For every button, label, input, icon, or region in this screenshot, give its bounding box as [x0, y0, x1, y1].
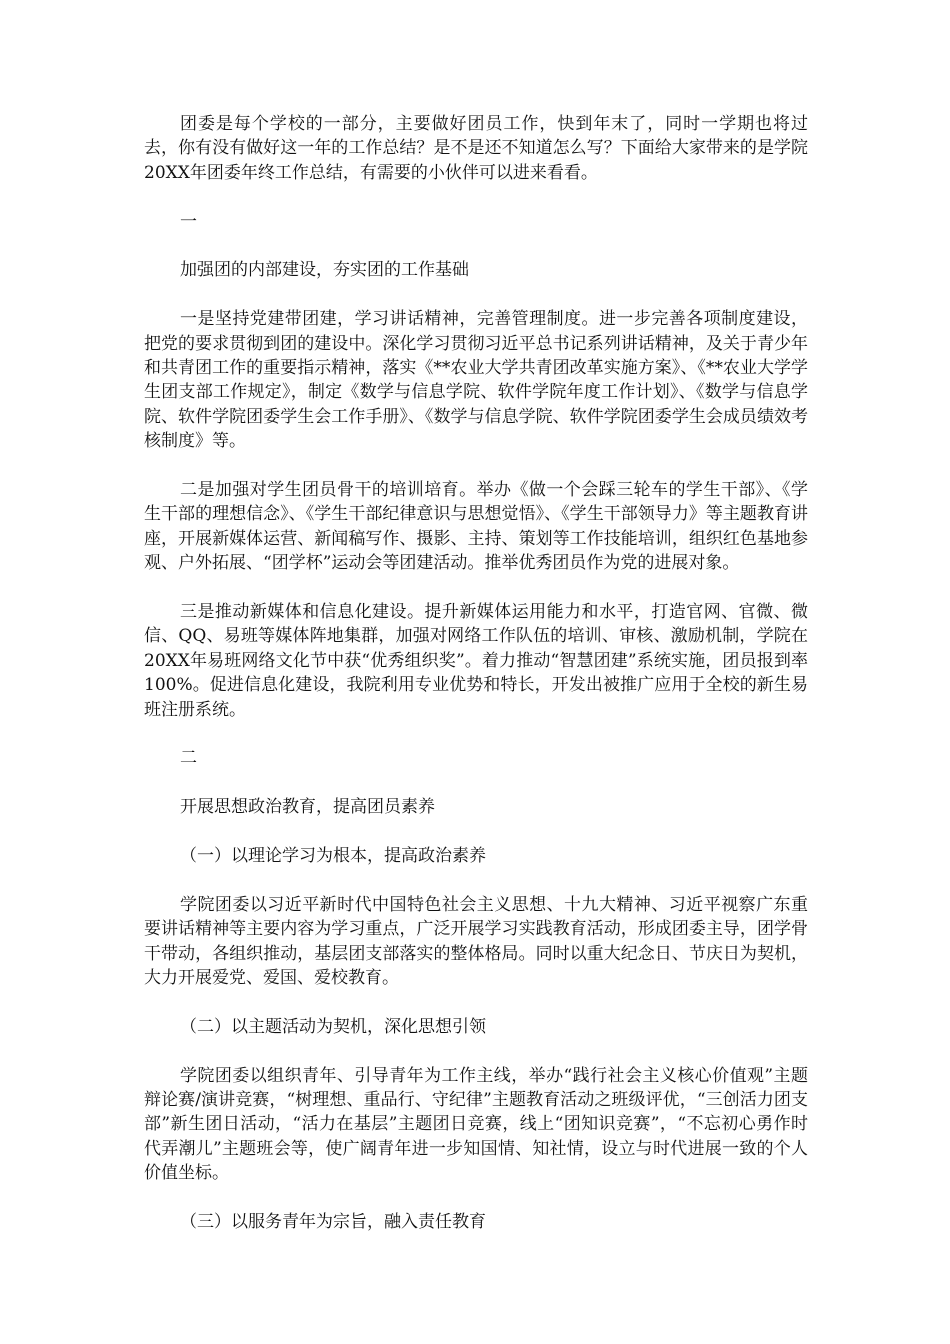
subsection-1-text: 学院团委以习近平新时代中国特色社会主义思想、十九大精神、习近平视察广东重要讲话精神等主要内容为学习重点，广泛开展学习实践教育活动，形成团委主导，团学骨干带动，各组织推动，基层团支部落实的整体格局。同时以重大纪念日、节庆日为契机，大力开展爱党、爱国、爱校教育。 [144, 894, 808, 989]
section-2-title: 开展思想政治教育，提高团员素养 [180, 797, 435, 818]
section-1-title: 加强团的内部建设，夯实团的工作基础 [180, 260, 469, 281]
document-page [144, 112, 808, 1259]
section-1-paragraph-2: 二是加强对学生团员骨干的培训培育。举办《做一个会踩三轮车的学生干部》、《学生干部的理想信念》、《学生干部纪律意识与思想觉悟》、《学生干部领导力》等主题教育讲座，开展新媒体运营、新闻稿写作、摄影、主持、策划等工作技能培训，组织红色基地参观、户外拓展、“团学杯”运动会等团建活动。推举优秀团员作为党的进展对象。 [144, 480, 808, 574]
subsection-2-text: 学院团委以组织青年、引导青年为工作主线，举办“践行社会主义核心价值观”主题辩论赛/演讲竞赛，“树理想、重品行、守纪律”主题教育活动之班级评优，“三创活力团支部”新生团日活动，“活力在基层”主题团日竞赛，线上“团知识竞赛”，“不忘初心勇作时代弄潮儿”主题班会等，使广阔青年进一步知国情、知社情，设立与时代进展一致的个人价值坐标。 [144, 1065, 808, 1184]
subsection-1-title: （一）以理论学习为根本，提高政治素养 [180, 846, 486, 867]
intro-paragraph: 团委是每个学校的一部分，主要做好团员工作，快到年末了，同时一学期也将过去，你有没有做好这一年的工作总结？是不是还不知道怎么写？下面给大家带来的是学院20XX年团委年终工作总结，有需要的小伙伴可以进来看看。 [144, 114, 808, 183]
subsection-3-title: （三）以服务青年为宗旨，融入责任教育 [180, 1212, 486, 1233]
subsection-2-title: （二）以主题活动为契机，深化思想引领 [180, 1016, 486, 1037]
section-1-number: 一 [180, 211, 197, 232]
section-1-paragraph-1: 一是坚持党建带团建，学习讲话精神，完善管理制度。进一步完善各项制度建设，把党的要求贯彻到团的建设中。深化学习贯彻习近平总书记系列讲话精神，及关于青少年和共青团工作的重要指示精神，落实《**农业大学共青团改革实施方案》、《**农业大学学生团支部工作规定》，制定《数学与信息学院、软件学院年度工作计划》、《数学与信息学院、软件学院团委学生会工作手册》、《数学与信息学院、软件学院团委学生会成员绩效考核制度》等。 [144, 309, 808, 452]
section-2-number: 二 [180, 748, 197, 769]
section-1-paragraph-3: 三是推动新媒体和信息化建设。提升新媒体运用能力和水平，打造官网、官微、微信、QQ、易班等媒体阵地集群，加强对网络工作队伍的培训、审核、激励机制，学院在20XX年易班网络文化节中获“优秀组织奖”。着力推动“智慧团建”系统实施，团员报到率100%。促进信息化建设，我院利用专业优势和特长，开发出被推广应用于全校的新生易班注册系统。 [144, 602, 808, 720]
